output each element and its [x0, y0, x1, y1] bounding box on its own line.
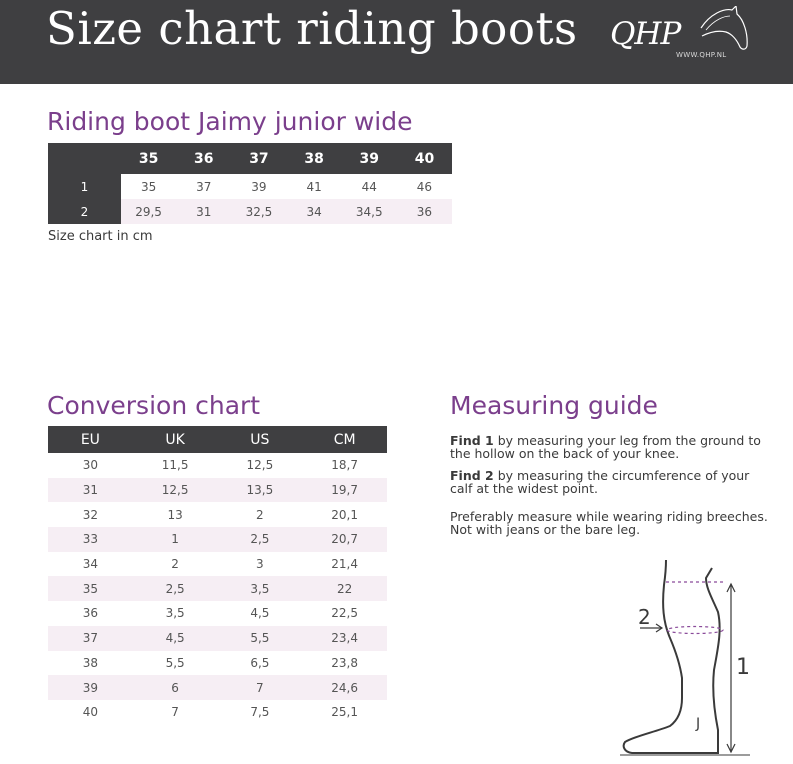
size-cell: 44 [361, 179, 377, 194]
table-row [48, 478, 387, 503]
measuring-guide-title: Measuring guide [450, 391, 658, 420]
table-cell: 22,5 [331, 606, 358, 621]
size-header-cell: 40 [414, 150, 435, 167]
size-header-corner [48, 143, 121, 174]
table-row [48, 651, 387, 676]
table-cell: 2,5 [250, 532, 270, 547]
table-row [48, 502, 387, 527]
find2-text: by measuring the circumference of your calf at the widest point. [450, 468, 750, 496]
table-cell: 5,5 [165, 655, 185, 670]
table-cell: 2 [256, 507, 264, 522]
table-cell: 38 [82, 655, 99, 670]
size-cell: 37 [196, 179, 212, 194]
guide-note: Preferably measure while wearing riding breeches. Not with jeans or the bare leg. [450, 509, 768, 537]
table-cell: 22 [336, 581, 353, 596]
table-row [48, 675, 387, 700]
table-cell: 13,5 [246, 483, 274, 498]
table-cell: 34 [82, 557, 99, 572]
table-cell: 31 [82, 483, 99, 498]
size-chart-table [48, 143, 452, 224]
table-row [48, 700, 387, 725]
table-cell: 18,7 [331, 458, 358, 473]
table-cell: 32 [82, 507, 99, 522]
table-cell: 30 [82, 458, 99, 473]
table-cell: 40 [82, 705, 99, 720]
table-cell: 7 [171, 705, 179, 720]
table-cell: 6 [171, 680, 179, 695]
table-row [48, 626, 387, 651]
table-cell: 5,5 [250, 631, 270, 646]
table-cell: 33 [82, 532, 99, 547]
table-cell: 4,5 [165, 631, 185, 646]
table-row [48, 601, 387, 626]
conversion-chart-title: Conversion chart [47, 391, 261, 420]
table-cell: 6,5 [250, 655, 270, 670]
logo-url: WWW.QHP.NL [676, 51, 727, 59]
conversion-header-cell: EU [80, 431, 100, 448]
label-1: 1 [736, 655, 750, 680]
page-title: Size chart riding boots [46, 2, 578, 55]
page-header [0, 0, 793, 84]
find1-text: by measuring your leg from the ground to the hollow on the back of your knee. [450, 433, 761, 461]
guide-find1 [450, 435, 770, 460]
size-header-row [48, 143, 452, 174]
size-cell: 31 [176, 199, 231, 224]
size-row-2 [48, 199, 452, 224]
table-cell: 24,6 [331, 680, 358, 695]
table-cell: 3 [256, 557, 264, 572]
size-row-1 [48, 174, 452, 199]
table-cell: 21,4 [331, 557, 358, 572]
table-cell: 36 [82, 606, 99, 621]
size-header-cell: 35 [138, 150, 159, 167]
table-cell: 20,7 [331, 532, 358, 547]
leg-outline [624, 560, 720, 753]
table-cell: 20,1 [331, 507, 358, 522]
table-cell: 7,5 [250, 705, 270, 720]
size-cell: 29,5 [121, 199, 176, 224]
table-cell: 25,1 [331, 705, 358, 720]
table-cell: 2 [171, 557, 179, 572]
find2-label: Find 2 [450, 468, 494, 483]
logo-wordmark: QHP [610, 16, 681, 52]
size-row-label: 2 [48, 199, 121, 224]
size-cell: 34,5 [342, 199, 397, 224]
conversion-header-cell: US [250, 431, 270, 448]
table-cell: 11,5 [161, 458, 189, 473]
table-cell: 12,5 [161, 483, 189, 498]
table-row [48, 453, 387, 478]
table-cell: 19,7 [331, 483, 358, 498]
size-cell: 36 [397, 199, 452, 224]
table-cell: 2,5 [165, 581, 185, 596]
size-row-label: 1 [48, 174, 121, 199]
size-cell: 35 [140, 179, 157, 194]
find1-label: Find 1 [450, 433, 494, 448]
table-row [48, 552, 387, 577]
size-cell: 39 [251, 179, 267, 194]
table-cell: 7 [256, 680, 264, 695]
conversion-header-row [48, 426, 387, 453]
size-cell: 32,5 [231, 199, 286, 224]
size-cell: 34 [287, 199, 342, 224]
size-header-cell: 38 [304, 150, 324, 167]
label-2: 2 [638, 605, 651, 629]
size-cell: 41 [306, 179, 322, 194]
leg-measuring-illustration [600, 560, 770, 760]
label-j: J [696, 716, 701, 732]
table-cell: 37 [82, 631, 99, 646]
table-cell: 39 [82, 680, 99, 695]
table-cell: 23,8 [331, 655, 358, 670]
size-cell: 46 [416, 179, 433, 194]
size-header-cell: 36 [194, 150, 214, 167]
table-cell: 1 [171, 532, 179, 547]
table-cell: 3,5 [165, 606, 185, 621]
table-row [48, 576, 387, 601]
size-chart-note: Size chart in cm [48, 229, 153, 244]
qhp-logo [606, 6, 756, 72]
table-cell: 3,5 [250, 581, 270, 596]
table-cell: 35 [82, 581, 99, 596]
table-cell: 4,5 [250, 606, 270, 621]
size-chart-title: Riding boot Jaimy junior wide [47, 107, 413, 136]
table-cell: 13 [167, 507, 183, 522]
size-header-cell: 39 [359, 150, 380, 167]
table-cell: 12,5 [246, 458, 274, 473]
table-row [48, 527, 387, 552]
table-cell: 23,4 [331, 631, 358, 646]
guide-find2 [450, 470, 770, 495]
conversion-header-cell: CM [333, 431, 356, 448]
conversion-table [48, 426, 387, 725]
calf-measure-ellipse [667, 627, 723, 634]
conversion-header-cell: UK [165, 431, 185, 448]
size-header-cell: 37 [249, 150, 269, 167]
